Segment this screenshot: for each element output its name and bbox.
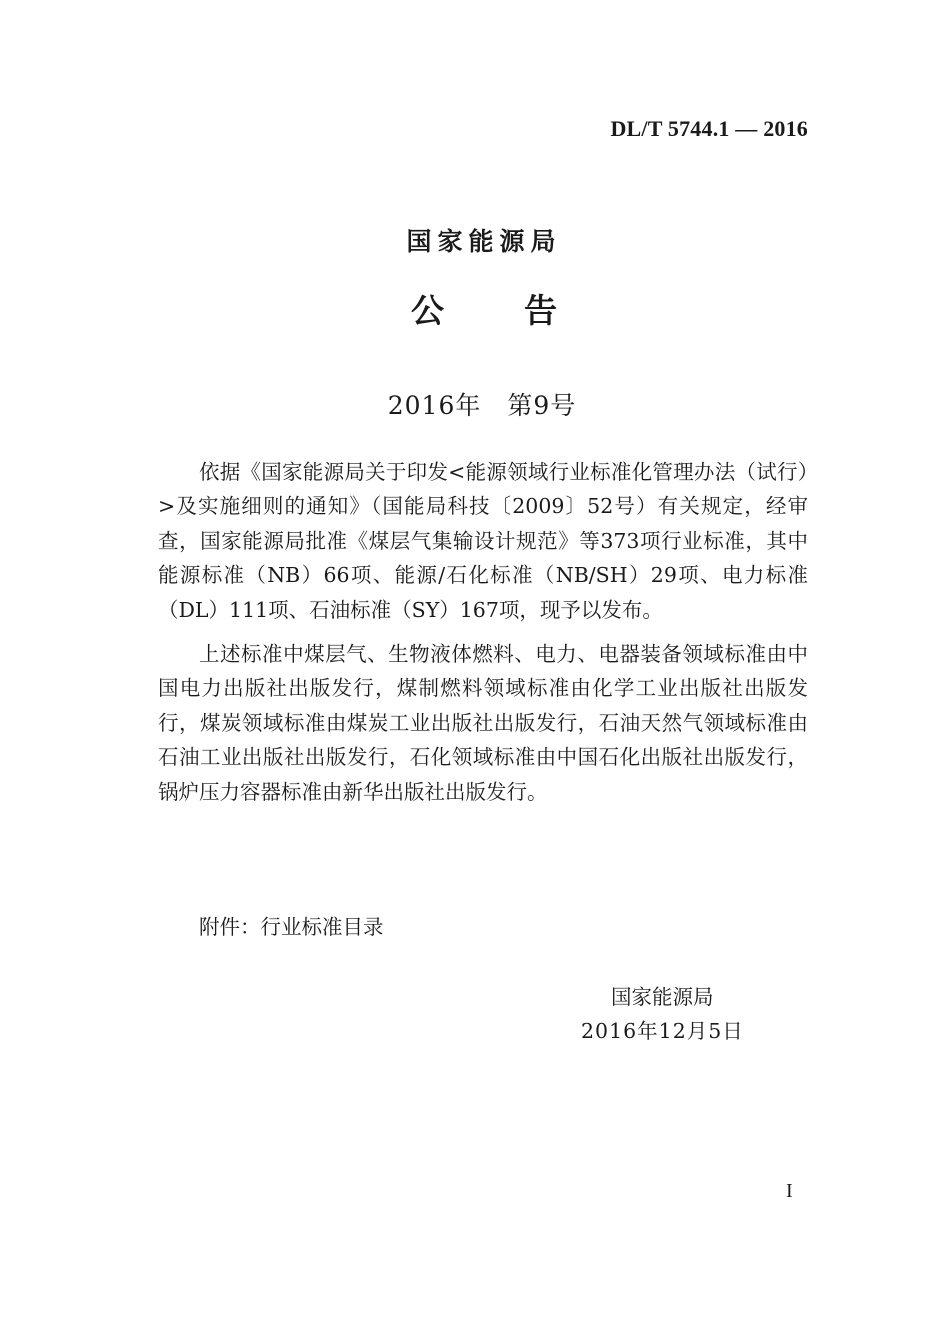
- document-title: 公告: [411, 291, 637, 330]
- body-paragraph-1: 依据《国家能源局关于印发<能源领域行业标准化管理办法（试行）>及实施细则的通知》（国能局科技〔2009〕52号）有关规定，经审查，国家能源局批准《煤层气集输设计规范》等373项行业标准，其中能源标准（NB）66项、能源/石化标准（NB/SH）29项、电力标准（DL）111项、石油标准（SY）167项，现予以发布。: [158, 460, 808, 622]
- signature-date: 2016年12月5日: [581, 1019, 744, 1043]
- body-paragraph-2: 上述标准中煤层气、生物液体燃料、电力、电器装备领域标准由中国电力出版社出版发行，煤制燃料领域标准由化学工业出版社出版发行，煤炭领域标准由煤炭工业出版社出版发行，石油天然气领域标准由石油工业出版社出版发行，石化领域标准由中国石化出版社出版发行，锅炉压力容器标准由新华出版社出版发行。: [158, 642, 808, 804]
- page-number: I: [786, 1180, 793, 1202]
- attachment-note: 附件：行业标准目录: [199, 915, 384, 939]
- standard-code: DL/T 5744.1 — 2016: [610, 116, 808, 141]
- signature-organization: 国家能源局: [611, 985, 714, 1009]
- notice-body: [158, 455, 808, 819]
- issuer-name: 国家能源局: [406, 227, 562, 256]
- document-number: 2016年 第9号: [387, 391, 577, 420]
